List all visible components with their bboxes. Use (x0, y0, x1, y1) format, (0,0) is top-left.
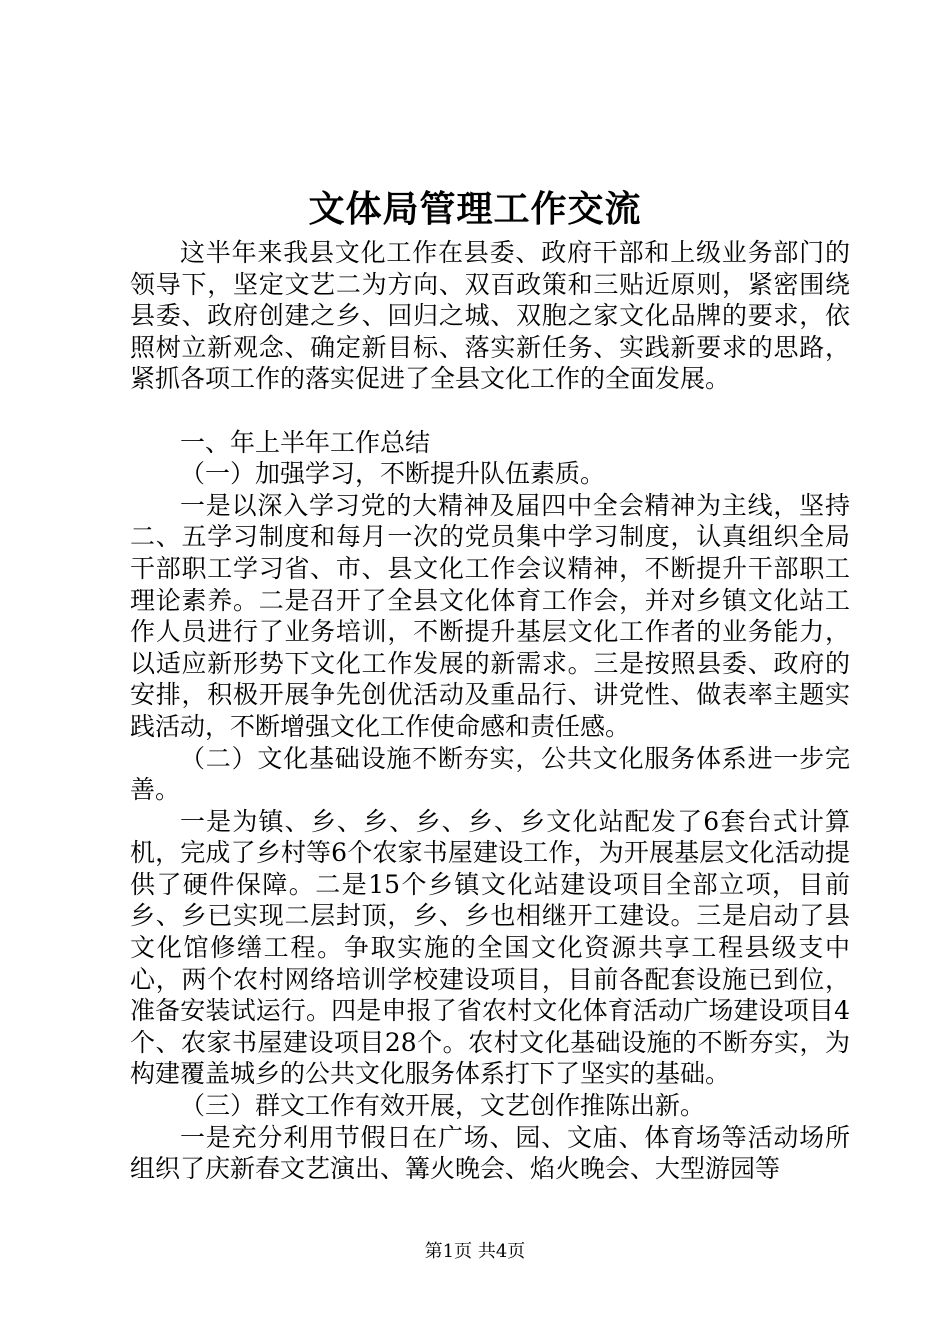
document-title: 文体局管理工作交流 (308, 188, 642, 230)
subsection-heading-3: （三）群文工作有效开展，文艺创作推陈出新。 (180, 1091, 706, 1121)
paragraph-study: 一是以深入学习党的大精神及届四中全会精神为主线，坚持二、五学习制度和每月一次的党员集中学习制度，认真组织全局干部职工学习省、市、县文化工作会议精神，不断提升干部职工理论素养。二是召开了全县文化体育工作会，并对乡镇文化站工作人员进行了业务培训，不断提升基层文化工作者的业务能力，以适应新形势下文化工作发展的新需求。三是按照县委、政府的安排，积极开展争先创优活动及重品行、讲党性、做表率主题实践活动，不断增强文化工作使命感和责任感。 (130, 490, 850, 741)
section-heading-1: 一、年上半年工作总结 (180, 427, 431, 457)
paragraph-infrastructure: 一是为镇、乡、乡、乡、乡、乡文化站配发了6套台式计算机，完成了乡村等6个农家书屋建设工作，为开展基层文化活动提供了硬件保障。二是15个乡镇文化站建设项目全部立项，目前乡、乡已实现二层封顶，乡、乡也相继开工建设。三是启动了县文化馆修缮工程。争取实施的全国文化资源共享工程县级支中心，两个农村网络培训学校建设项目，目前各配套设施已到位，准备安装试运行。四是申报了省农村文化体育活动广场建设项目4个、农家书屋建设项目28个。农村文化基础设施的不断夯实，为构建覆盖城乡的公共文化服务体系打下了坚实的基础。 (130, 806, 850, 1089)
paragraph-activities: 一是充分利用节假日在广场、园、文庙、体育场等活动场所组织了庆新春文艺演出、篝火晚会、焰火晚会、大型游园等 (130, 1122, 850, 1184)
intro-paragraph: 这半年来我县文化工作在县委、政府干部和上级业务部门的领导下，坚定文艺二为方向、双百政策和三贴近原则，紧密围绕县委、政府创建之乡、回归之城、双胞之家文化品牌的要求，依照树立新观念、确定新目标、落实新任务、实践新要求的思路，紧抓各项工作的落实促进了全县文化工作的全面发展。 (130, 238, 850, 394)
subsection-heading-1: （一）加强学习，不断提升队伍素质。 (180, 459, 606, 489)
subsection-heading-2: （二）文化基础设施不断夯实，公共文化服务体系进一步完善。 (130, 743, 850, 805)
document-body (130, 237, 850, 1185)
page-footer: 第1页 共4页 (424, 1241, 526, 1262)
